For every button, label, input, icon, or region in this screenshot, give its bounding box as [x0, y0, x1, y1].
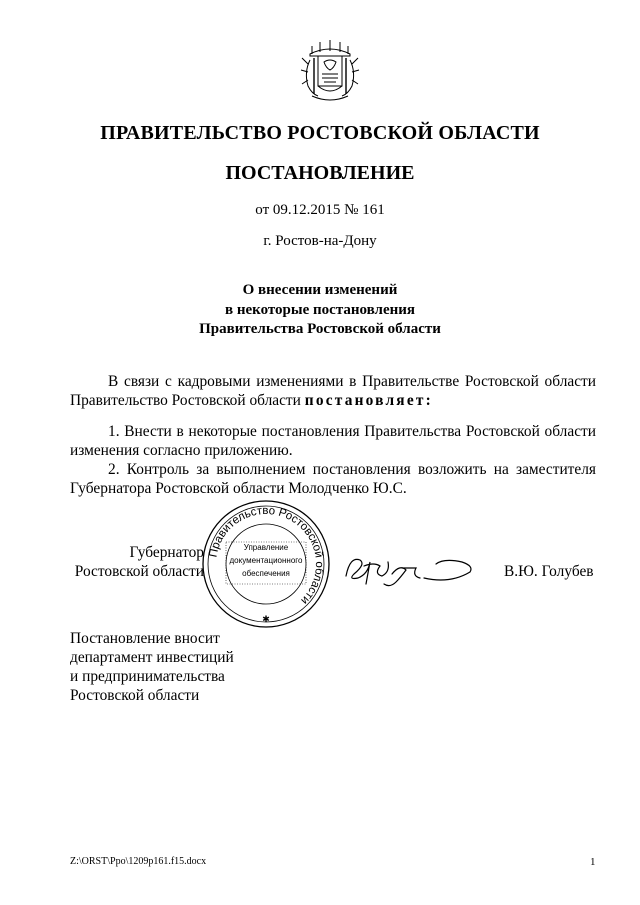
body-paragraph: 1. Внести в некоторые постановления Правительства Ростовской области изменения согласно приложению.	[70, 423, 596, 459]
submitter-line: и предпринимательства	[70, 668, 225, 685]
decree-word: постановляет:	[304, 392, 433, 409]
paragraph-text: В связи с кадровыми изменениями в Правительстве Ростовской области Правительство Ростовской области	[70, 373, 596, 409]
document-type: ПОСТАНОВЛЕНИЕ	[225, 162, 415, 184]
signer-title	[70, 543, 204, 581]
official-stamp	[200, 498, 332, 630]
footer-file-path: Z:\ORST\Ppo\1209p161.f15.docx	[70, 856, 207, 867]
handwritten-signature	[340, 548, 476, 592]
submitter-line: Постановление вносит	[70, 630, 220, 647]
subject-line: Правительства Ростовской области	[199, 321, 441, 337]
body-paragraph: 2. Контроль за выполнением постановления возложить на заместителя Губернатора Ростовской области Молодченко Ю.С.	[70, 461, 596, 497]
stamp-ring-text: Правительство Ростовской области	[207, 504, 326, 607]
subject-line: О внесении изменений	[242, 282, 398, 298]
document-date-number: от 09.12.2015 № 161	[255, 202, 385, 218]
submitter-line: Ростовской области	[70, 687, 200, 704]
stamp-center-line: документационного	[229, 556, 303, 565]
signer-title-line: Ростовской области	[74, 563, 204, 580]
coat-of-arms-icon	[298, 38, 362, 104]
footer-page-number: 1	[590, 856, 596, 868]
body-paragraph	[70, 372, 596, 410]
organization-title: ПРАВИТЕЛЬСТВО РОСТОВСКОЙ ОБЛАСТИ	[100, 122, 540, 144]
subject-line: в некоторые постановления	[224, 302, 416, 318]
document-city: г. Ростов-на-Дону	[263, 233, 377, 249]
stamp-center-line: обеспечения	[242, 569, 290, 578]
submitter-block	[70, 629, 234, 705]
signer-title-line: Губернатор	[129, 544, 204, 561]
stamp-center-line: Управление	[243, 543, 289, 552]
stamp-star-icon: ✱	[262, 614, 270, 624]
submitter-line: департамент инвестиций	[70, 649, 234, 666]
signer-name: В.Ю. Голубев	[504, 563, 594, 580]
